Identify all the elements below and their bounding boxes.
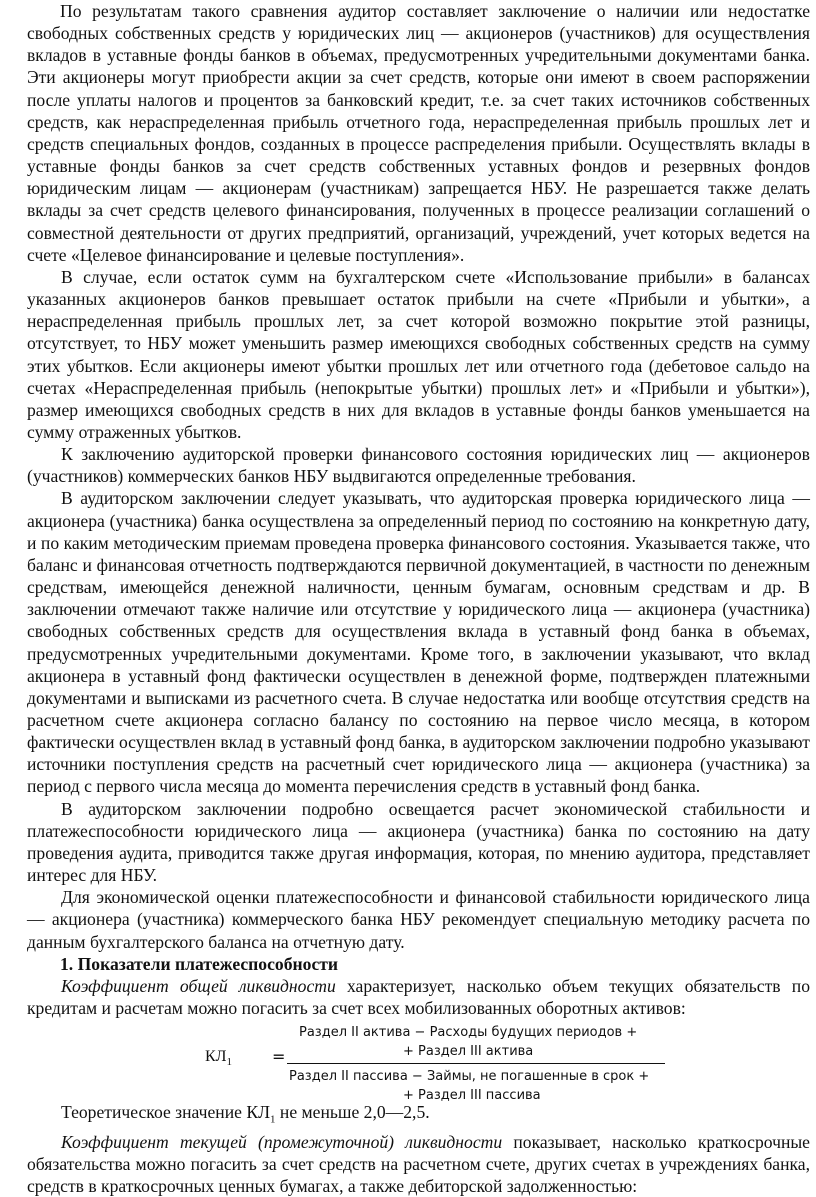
formula-numerator-line2: + Раздел III актива [403, 1044, 534, 1060]
kl2-definition [27, 1131, 810, 1197]
formula-equals: = [272, 1047, 286, 1067]
kl1-term: Коэффициент общей ликвидности [61, 975, 336, 996]
section-heading: 1. Показатели платежеспособности [60, 953, 339, 974]
paragraph-3: К заключению аудиторской проверки финансового состояния юридических лиц — акционеров (участников) коммерческих банков НБУ выдвигаются определенные требования. [27, 444, 810, 487]
paragraph-4: В аудиторском заключении следует указывать, что аудиторская проверка юридического лица — акционера (участника) банка осуществлена за определенный период по состоянию на конкретную дату, и по каким методическим приемам проведена проверка финансового состояния. Указывается также, что баланс и финансовая отчетность подтверждаются первичной документацией, в частности по денежным средствам, имеющейся денежной наличности, ценным бумагам, основным средствам и др. В заключении отмечают также наличие или отсутствие у юридического лица — акционера (участника) свободных собственных средств для осуществления вклада в уставный фонд банка в объемах, предусмотренных учредительными документами. Кроме того, в заключении указывают, что вклад акционера в уставный фонд фактически осуществлен в денежной форме, подтвержден платежными документами и выписками из расчетного счета. В случае недостатка или вообще отсутствия средств на расчетном счете акционера согласно балансу по состоянию на первое число месяца, в котором фактически осуществлен вклад в уставный фонд банка, в аудиторском заключении подробно указывают источники поступления средств на расчетный счет юридического лица — акционера (участника) за период с первого числа месяца до момента перечисления средств в уставный фонд банка. [27, 488, 810, 797]
formula-denominator-line1: Раздел II пассива − Займы, не погашенные в срок + [289, 1069, 650, 1085]
paragraph-6: Для экономической оценки платежеспособности и финансовой стабильности юридического лица — акционера (участника) коммерческого банка НБУ рекомендует специальную методику расчета по данным бухгалтерского баланса на отчетную дату. [27, 887, 810, 952]
formula-denominator-line2: + Раздел III пассива [403, 1088, 541, 1104]
kl2-term: Коэффициент текущей (промежуточной) ликвидности [61, 1131, 503, 1152]
kl1-theoretical-value: Теоретическое значение $КЛ_1$ не меньше 2,0—2,5. [61, 1102, 430, 1126]
paragraph-5: В аудиторском заключении подробно освещается расчет экономической стабильности и платежеспособности юридического лица — акционера (участника) банка по состоянию на дату проведения аудита, приводится также другая информация, которая, по мнению аудитора, представляет интерес для НБУ. [27, 798, 810, 886]
kl1-description: характеризует, насколько объем текущих обязательств по кредитам и расчетам можно погасить за счет всех мобилизованных оборотных активов: [27, 975, 810, 1019]
fraction-bar [287, 1063, 665, 1064]
paragraph-1: По результатам такого сравнения аудитор составляет заключение о наличии или недостатке свободных собственных средств у юридических лиц — акционеров (участников) для осуществления вкладов в уставные фонды банков в объемах, предусмотренных учредительными документами банка. Эти акционеры могут приобрести акции за счет средств, которые они имеют в своем распоряжении после уплаты налогов и процентов за банковский кредит, т.е. за счет таких источников собственных средств, как нераспределенная прибыль отчетного года, нераспределенная прибыль прошлых лет и средств специальных фондов, созданных в процессе распределения прибыли. Осуществлять вклады в уставные фонды банков за счет средств собственных уставных фондов и резервных фондов юридическим лицам — акционерам (участникам) запрещается НБУ. Не разрешается также делать вклады за счет средств целевого финансирования, полученных в процессе реализации соглашений о совместной деятельности от других предприятий, организаций, учреждений, учет которых ведется на счете «Целевое финансирование и целевые поступления». [27, 1, 810, 265]
kl2-description: показывает, насколько краткосрочные обязательства можно погасить за счет средств на расчетном счете, других счетах в учреждениях банка, средств в краткосрочных ценных бумагах, а также дебиторской задолженностью: [27, 1131, 810, 1197]
kl1-definition [27, 975, 810, 1019]
formula-lhs: $КЛ_1$ [205, 1048, 233, 1069]
formula-numerator-line1: Раздел II актива − Расходы будущих периодов + [299, 1025, 638, 1041]
paragraph-2: В случае, если остаток сумм на бухгалтерском счете «Использование прибыли» в балансах указанных акционеров банков превышает остаток прибыли на счете «Прибыли и убытки», а нераспределенная прибыль прошлых лет, за счет которой возможно покрытие этой разницы, отсутствует, то НБУ может уменьшить размер имеющихся свободных собственных средств на сумму этих убытков. Если акционеры имеют убытки прошлых лет или отчетного года (дебетовое сальдо на счетах «Нераспределенная прибыль (непокрытые убытки) прошлых лет» и «Прибыли и убытки»), размер имеющихся свободных средств в них для вкладов в уставные фонды банков уменьшается на сумму отраженных убытков. [27, 266, 810, 442]
kl1-formula [27, 1019, 810, 1104]
